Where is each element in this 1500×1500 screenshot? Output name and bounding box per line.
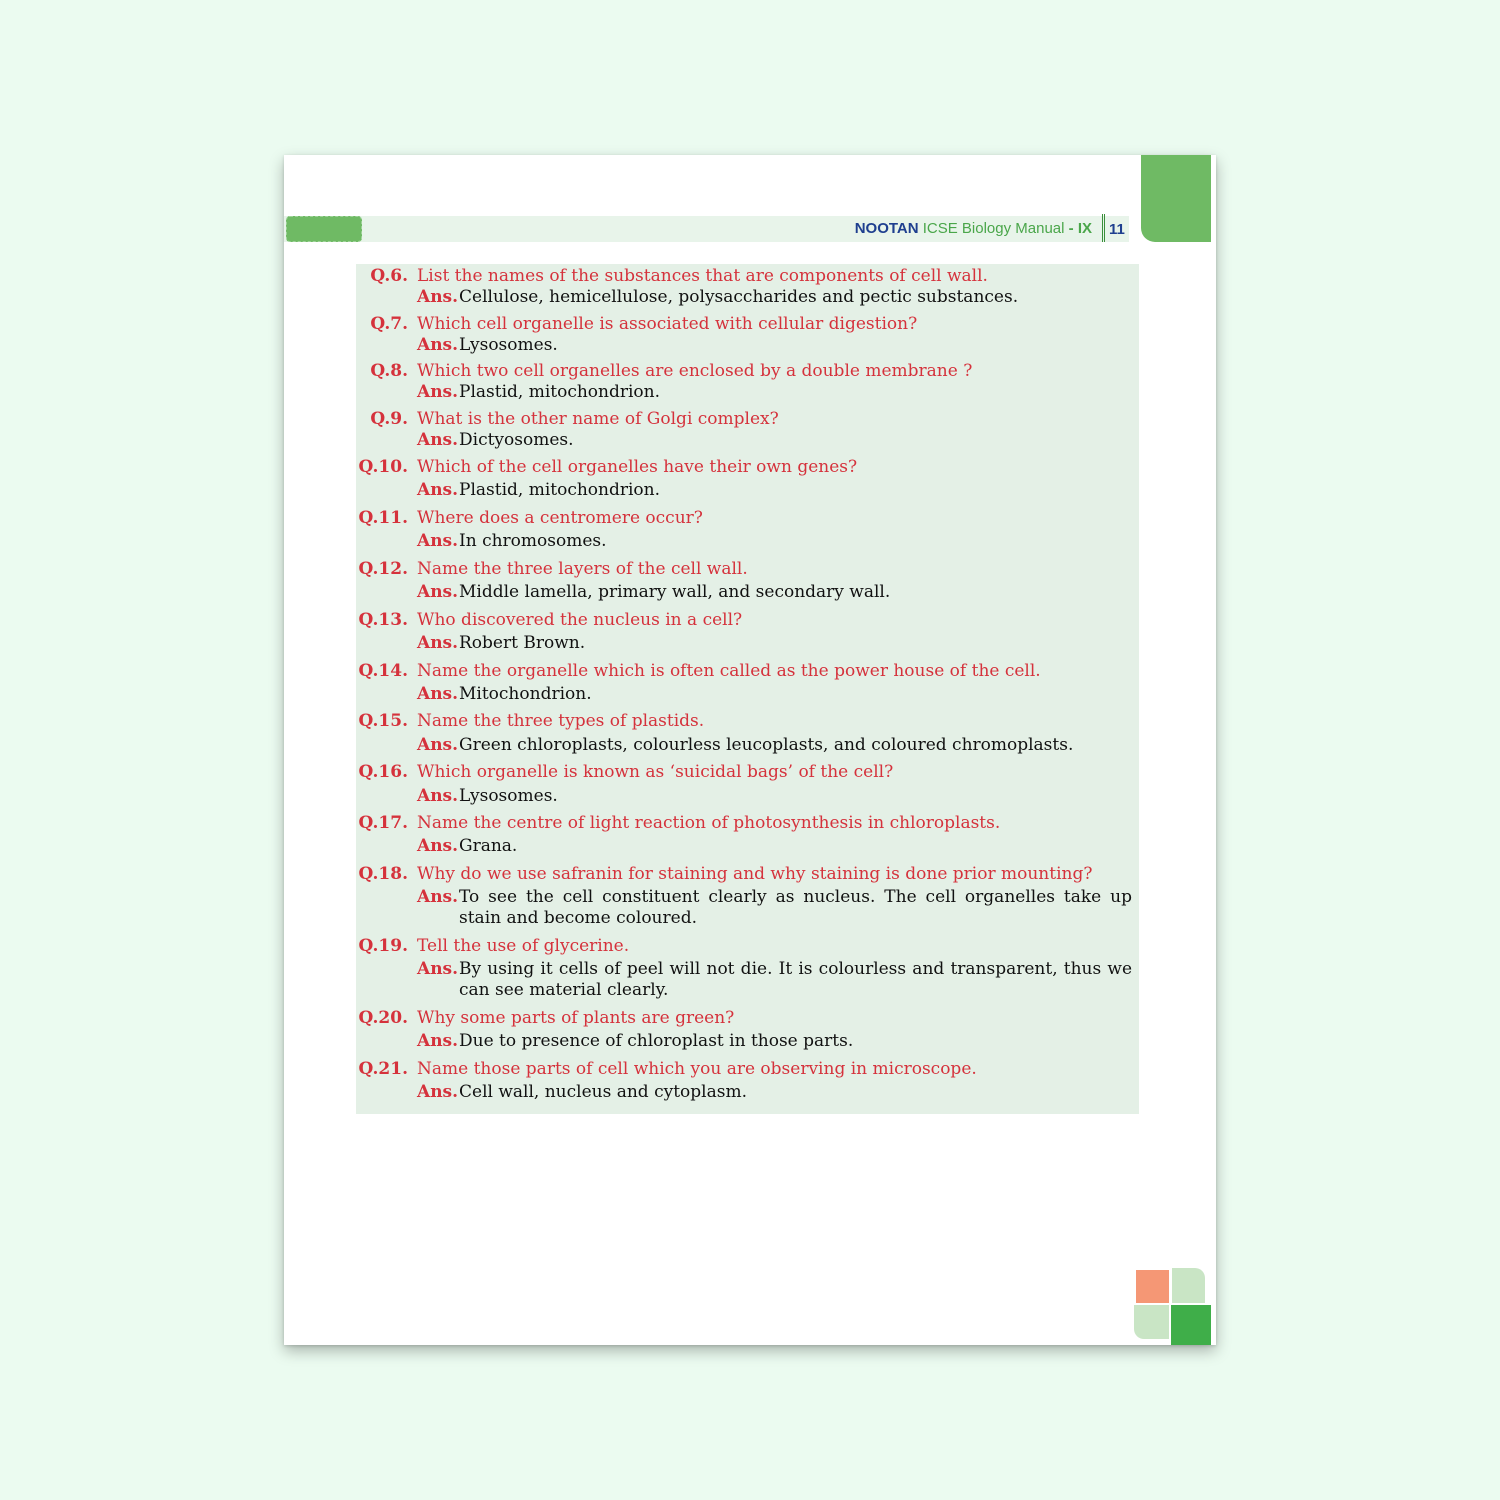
answer-text: Grana. xyxy=(459,836,518,856)
answer-label: Ans. xyxy=(417,382,459,402)
answer-label: Ans. xyxy=(417,531,459,551)
answer-label: Ans. xyxy=(417,786,459,806)
answer-text: Plastid, mitochondrion. xyxy=(459,382,661,402)
question-number: Q.12. xyxy=(358,559,408,579)
question-text: Which two cell organelles are enclosed by a double membrane ? xyxy=(417,361,973,381)
corner-tab-decoration xyxy=(1141,155,1211,242)
question-number: Q.21. xyxy=(358,1059,408,1079)
question-text: Which organelle is known as ‘suicidal bags’ of the cell? xyxy=(417,762,894,782)
question-text: Who discovered the nucleus in a cell? xyxy=(417,610,743,630)
answer-text: Due to presence of chloroplast in those parts. xyxy=(459,1031,854,1051)
question-text: Name the organelle which is often called as the power house of the cell. xyxy=(417,661,1041,681)
question-text: Name the three layers of the cell wall. xyxy=(417,559,748,579)
question-number: Q.18. xyxy=(358,864,408,884)
question-number: Q.17. xyxy=(358,813,408,833)
corner-square-light-green xyxy=(1134,1305,1169,1339)
answer-text: To see the cell constituent clearly as nucleus. The cell organelles take up stain and become coloured. xyxy=(459,887,1132,928)
question-text: Which of the cell organelles have their own genes? xyxy=(417,457,858,477)
question-text: What is the other name of Golgi complex? xyxy=(417,409,779,429)
answer-label: Ans. xyxy=(417,1082,459,1102)
question-text: Where does a centromere occur? xyxy=(417,508,703,528)
question-number: Q.11. xyxy=(358,508,408,528)
header-title: ICSE Biology Manual xyxy=(918,220,1065,237)
question-number: Q.7. xyxy=(370,314,408,334)
answer-text: Cellulose, hemicellulose, polysaccharides and pectic substances. xyxy=(459,287,1019,307)
question-number: Q.8. xyxy=(370,361,408,381)
question-text: List the names of the substances that are components of cell wall. xyxy=(417,266,988,286)
answer-text: By using it cells of peel will not die. It is colourless and transparent, thus we can see material clearly. xyxy=(459,959,1132,1000)
answer-text: Green chloroplasts, colourless leucoplasts, and coloured chromoplasts. xyxy=(459,735,1074,755)
running-header xyxy=(855,221,1092,237)
header-grade: - IX xyxy=(1064,220,1092,237)
header-tab-decoration xyxy=(286,216,362,242)
answer-label: Ans. xyxy=(417,335,459,355)
question-text: Name those parts of cell which you are observing in microscope. xyxy=(417,1059,977,1079)
corner-square-light-green xyxy=(1172,1268,1205,1303)
book-page xyxy=(284,155,1216,1345)
answer-label: Ans. xyxy=(417,430,459,450)
answer-text: Plastid, mitochondrion. xyxy=(459,480,661,500)
question-text: Tell the use of glycerine. xyxy=(417,936,630,956)
answer-text: Lysosomes. xyxy=(459,786,558,806)
answer-label: Ans. xyxy=(417,480,459,500)
question-text: Name the centre of light reaction of photosynthesis in chloroplasts. xyxy=(417,813,1001,833)
header-divider xyxy=(1102,214,1105,242)
question-number: Q.15. xyxy=(358,711,408,731)
question-text: Which cell organelle is associated with cellular digestion? xyxy=(417,314,918,334)
question-number: Q.13. xyxy=(358,610,408,630)
question-number: Q.16. xyxy=(358,762,408,782)
question-number: Q.14. xyxy=(358,661,408,681)
question-text: Why some parts of plants are green? xyxy=(417,1008,735,1028)
question-number: Q.19. xyxy=(358,936,408,956)
answer-text: Cell wall, nucleus and cytoplasm. xyxy=(459,1082,747,1102)
answer-label: Ans. xyxy=(417,887,459,907)
question-text: Why do we use safranin for staining and why staining is done prior mounting? xyxy=(417,864,1093,884)
header-brand: NOOTAN xyxy=(854,220,919,237)
answer-text: In chromosomes. xyxy=(459,531,607,551)
answer-label: Ans. xyxy=(417,735,459,755)
answer-label: Ans. xyxy=(417,836,459,856)
answer-label: Ans. xyxy=(417,633,459,653)
qa-panel xyxy=(356,264,1139,1114)
answer-text: Lysosomes. xyxy=(459,335,558,355)
question-number: Q.10. xyxy=(358,457,408,477)
answer-text: Middle lamella, primary wall, and secondary wall. xyxy=(459,582,891,602)
answer-text: Robert Brown. xyxy=(459,633,586,653)
answer-text: Mitochondrion. xyxy=(459,684,592,704)
answer-label: Ans. xyxy=(417,287,459,307)
answer-label: Ans. xyxy=(417,684,459,704)
page-number: 11 xyxy=(1109,221,1125,238)
question-text: Name the three types of plastids. xyxy=(417,711,705,731)
question-number: Q.9. xyxy=(370,409,408,429)
answer-label: Ans. xyxy=(417,1031,459,1051)
answer-text: Dictyosomes. xyxy=(459,430,574,450)
question-number: Q.20. xyxy=(358,1008,408,1028)
corner-square-orange xyxy=(1136,1270,1169,1303)
corner-square-green xyxy=(1171,1305,1211,1345)
question-number: Q.6. xyxy=(370,266,408,286)
answer-label: Ans. xyxy=(417,959,459,979)
answer-label: Ans. xyxy=(417,582,459,602)
